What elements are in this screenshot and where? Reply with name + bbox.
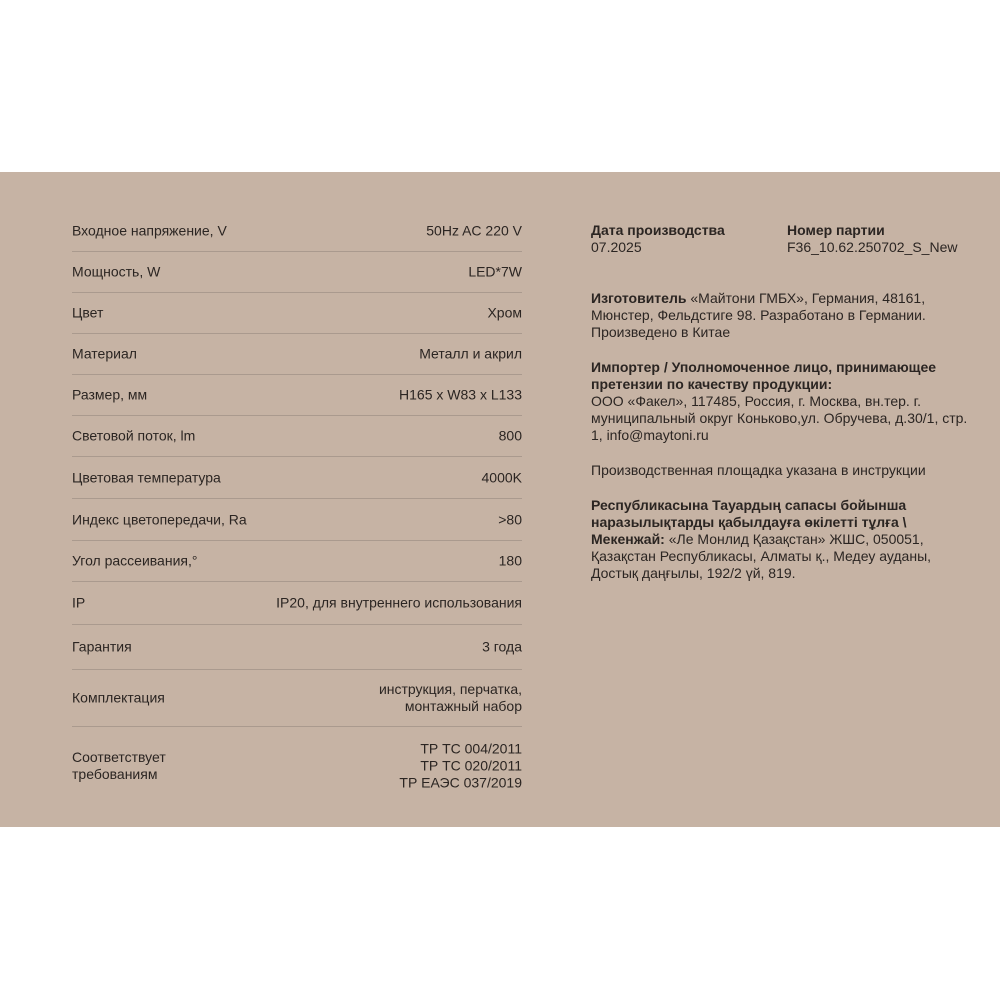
spec-label: Материал <box>72 345 137 362</box>
spec-label: Входное напряжение, V <box>72 222 227 239</box>
spec-label: Соответствует требованиям <box>72 749 166 782</box>
spec-value: LED*7W <box>468 263 522 280</box>
spec-row <box>72 334 522 375</box>
manufacturer-text: «Майтони ГМБХ», Германия, 48161, Мюнстер, Фельдстиге 98. Разработано в Германии. Произведено в Китае <box>591 290 926 340</box>
spec-label: Гарантия <box>72 638 132 655</box>
spec-row <box>72 293 522 334</box>
spec-row <box>72 727 522 805</box>
spec-value: Металл и акрил <box>419 345 522 362</box>
spec-value: 180 <box>498 552 522 569</box>
spec-value: 800 <box>498 427 522 444</box>
spec-row <box>72 625 522 670</box>
manufacturer-label: Изготовитель <box>591 290 687 306</box>
spec-row <box>72 211 522 252</box>
spec-row <box>72 416 522 457</box>
importer-label: Импортер / Уполномоченное лицо, принимающее претензии по качеству продукции: <box>591 359 937 392</box>
spec-row <box>72 457 522 499</box>
kazakhstan-block <box>591 497 971 582</box>
spec-row <box>72 375 522 416</box>
spec-value: Хром <box>487 304 522 321</box>
spec-value: IP20, для внутреннего использования <box>276 594 522 611</box>
manufacturer-block <box>591 290 971 341</box>
kazakhstan-text: «Ле Монлид Қазақстан» ЖШС, 050051, Қазақстан Республикасы, Алматы қ., Медеу ауданы, Достық даңғылы, 192/2 үй, 819. <box>591 531 932 581</box>
production-date-label: Дата производства <box>591 222 725 238</box>
spec-row <box>72 582 522 625</box>
importer-block <box>591 359 971 444</box>
production-meta <box>591 222 971 262</box>
batch-number-value: F36_10.62.250702_S_New <box>787 239 958 255</box>
kazakhstan-label: Республикасына Тауардың сапасы бойынша наразылықтарды қабылдауға өкілетті тұлға \ Мекенжай: <box>591 497 907 547</box>
spec-row <box>72 252 522 293</box>
spec-label: IP <box>72 594 86 611</box>
spec-value: ТР ТС 004/2011 ТР ТС 020/2011 ТР ЕАЭС 037/2019 <box>399 740 522 791</box>
importer-text: ООО «Факел», 117485, Россия, г. Москва, вн.тер. г. муниципальный округ Коньково,ул. Обручева, д.30/1, стр. 1, info@maytoni.ru <box>591 393 968 443</box>
spec-value: 4000K <box>481 469 522 485</box>
production-date <box>591 222 725 256</box>
spec-row <box>72 541 522 582</box>
info-column <box>591 222 971 582</box>
batch-number <box>787 222 957 256</box>
production-site: Производственная площадка указана в инструкции <box>591 462 926 478</box>
spec-label: Индекс цветопередачи, Ra <box>72 511 247 527</box>
batch-number-label: Номер партии <box>787 222 885 238</box>
spec-value: инструкция, перчатка, монтажный набор <box>378 681 522 714</box>
spec-label: Угол рассеивания,° <box>72 552 198 569</box>
spec-value: 50Hz AC 220 V <box>426 222 522 239</box>
spec-label: Цвет <box>72 304 104 321</box>
spec-row <box>72 499 522 541</box>
spec-value: 3 года <box>482 638 522 655</box>
spec-label: Комплектация <box>72 689 165 706</box>
spec-label: Размер, мм <box>72 386 148 403</box>
spec-label: Мощность, W <box>72 263 161 280</box>
spec-row <box>72 670 522 727</box>
spec-value: H165 x W83 x L133 <box>399 386 522 403</box>
spec-label: Цветовая температура <box>72 469 221 485</box>
spec-label: Световой поток, lm <box>72 427 196 444</box>
production-date-value: 07.2025 <box>591 239 642 255</box>
spec-value: >80 <box>498 511 522 527</box>
specs-table <box>72 211 522 805</box>
